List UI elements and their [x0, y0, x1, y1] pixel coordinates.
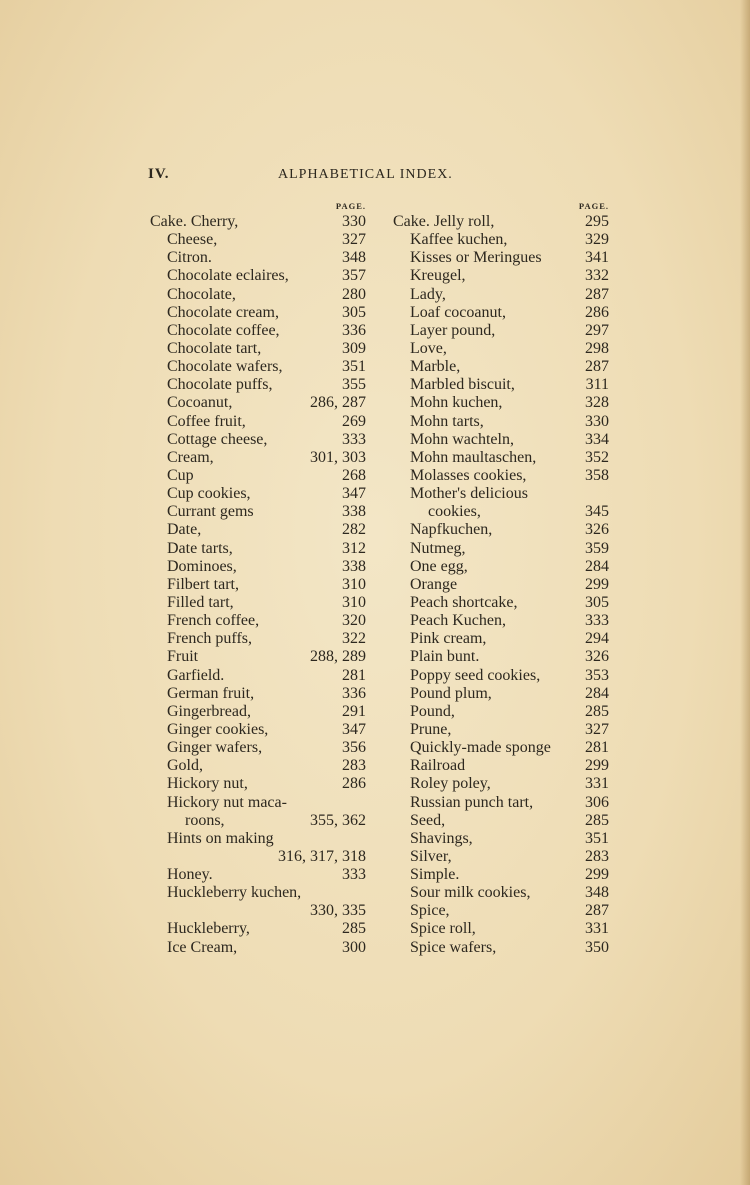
index-entry [150, 213, 366, 231]
index-entry [393, 413, 609, 431]
entry-page: 350 [585, 938, 609, 956]
entry-page: 336 [342, 321, 366, 339]
entry-page: 287 [585, 358, 609, 376]
entry-page: 291 [342, 702, 366, 720]
entry-name: Mohn wachteln, [410, 430, 514, 448]
index-entry [150, 449, 366, 467]
index-entry [393, 576, 609, 594]
entry-page: 336 [342, 684, 366, 702]
index-entry [150, 376, 366, 394]
entry-page: 269 [342, 412, 366, 430]
index-entry [150, 467, 366, 485]
entry-page: 348 [585, 884, 609, 902]
entry-name: Honey. [167, 866, 213, 884]
index-entry [393, 848, 609, 866]
entry-name: Dominoes, [167, 557, 237, 575]
entry-name: Layer pound, [410, 321, 496, 339]
entry-name: Pink cream, [410, 630, 487, 648]
entry-page: 333 [342, 866, 366, 884]
entry-name: Mohn kuchen, [410, 394, 503, 412]
page-header [148, 166, 613, 186]
index-entry [393, 830, 609, 848]
entry-name: Ginger wafers, [167, 739, 263, 757]
entry-name: Poppy seed cookies, [410, 666, 541, 684]
index-entry [150, 358, 366, 376]
entry-name: Lady, [410, 285, 446, 303]
entry-name: Currant gems [167, 503, 254, 521]
index-entry [393, 449, 609, 467]
entry-page: 327 [342, 231, 366, 249]
entry-page: 332 [585, 267, 609, 285]
entry-page: 359 [585, 539, 609, 557]
entry-page: 287 [585, 285, 609, 303]
entry-name: Orange [410, 575, 458, 593]
entry-name: Cake. Jelly roll, [393, 213, 495, 230]
page-column-label: PAGE. [578, 201, 609, 211]
entry-page: 326 [585, 648, 609, 666]
entry-name: Peach Kuchen, [410, 612, 506, 630]
entry-page: 268 [342, 466, 366, 484]
entry-name: Sour milk cookies, [410, 884, 531, 902]
entry-page: 347 [342, 720, 366, 738]
entry-name: Citron. [167, 249, 212, 267]
entry-name: Gold, [167, 757, 203, 775]
index-entry [393, 521, 609, 539]
entry-name: Chocolate cream, [167, 303, 279, 321]
entry-name: Chocolate eclaires, [167, 267, 289, 285]
index-entry [393, 939, 609, 957]
index-entry [393, 286, 609, 304]
index-entry [150, 794, 366, 812]
entry-name: Seed, [410, 811, 446, 829]
entry-name: Ice Cream, [167, 938, 238, 956]
entry-page: 352 [585, 448, 609, 466]
entry-page: 280 [342, 285, 366, 303]
entry-page: 356 [342, 739, 366, 757]
entry-name: Ginger cookies, [167, 720, 269, 738]
entry-page: 288, 289 [310, 648, 366, 666]
entry-page: 295 [585, 213, 609, 230]
entry-page: 334 [585, 430, 609, 448]
entry-page: 298 [585, 339, 609, 357]
index-entry [150, 503, 366, 521]
entry-name: Marble, [410, 358, 461, 376]
index-entry [393, 902, 609, 920]
page-edge-shadow [740, 0, 750, 1185]
entry-page: 311 [585, 376, 609, 394]
entry-name: Chocolate wafers, [167, 358, 283, 376]
entry-name: Cake. Cherry, [150, 213, 239, 230]
index-entry [150, 648, 366, 666]
index-column-right [393, 201, 609, 957]
entry-name: Date tarts, [167, 539, 233, 557]
index-entry [150, 703, 366, 721]
entry-page: 355, 362 [310, 811, 366, 829]
entry-name: Cup cookies, [167, 485, 251, 503]
index-entry [393, 920, 609, 938]
entry-name: Garfield. [167, 666, 225, 684]
index-entry [393, 685, 609, 703]
entry-page: 287 [585, 902, 609, 920]
index-entry [393, 322, 609, 340]
index-entry [150, 485, 366, 503]
entry-name: Spice, [410, 902, 450, 920]
entry-page: 330, 335 [310, 902, 366, 920]
entry-name: Cup [167, 466, 194, 484]
page-number: IV. [148, 166, 170, 182]
index-entry [393, 812, 609, 830]
entry-page: 351 [585, 829, 609, 847]
index-entry [393, 558, 609, 576]
entry-page: 310 [342, 575, 366, 593]
entry-page: 294 [585, 630, 609, 648]
entry-name: Chocolate coffee, [167, 321, 280, 339]
index-entry [150, 848, 366, 866]
entry-page: 286, 287 [310, 394, 366, 412]
entry-name: Hickory nut, [167, 775, 248, 793]
entry-name: Filbert tart, [167, 575, 239, 593]
entry-page: 300 [342, 938, 366, 956]
entry-name: Nutmeg, [410, 539, 466, 557]
index-entry [150, 739, 366, 757]
entry-page: 305 [585, 593, 609, 611]
entry-page: 283 [585, 847, 609, 865]
index-entry [393, 739, 609, 757]
index-column-left [150, 201, 366, 957]
entry-name: Peach shortcake, [410, 593, 518, 611]
entry-page: 305 [342, 303, 366, 321]
index-entry [393, 866, 609, 884]
index-entry [150, 558, 366, 576]
entry-page: 353 [585, 666, 609, 684]
index-entry [150, 304, 366, 322]
entry-name: Date, [167, 521, 202, 539]
entry-name: roons, [185, 811, 225, 829]
index-entry [150, 866, 366, 884]
index-entry [150, 884, 366, 902]
index-entry [393, 431, 609, 449]
entry-name: Love, [410, 339, 447, 357]
entry-page: 286 [585, 303, 609, 321]
index-entry [393, 213, 609, 231]
entry-name: Marbled biscuit, [410, 376, 515, 394]
entry-page: 347 [342, 485, 366, 503]
entry-page: 285 [342, 920, 366, 938]
index-entry [150, 667, 366, 685]
index-entry [393, 721, 609, 739]
index-entry [393, 648, 609, 666]
entry-name: Shavings, [410, 829, 473, 847]
index-entry [393, 612, 609, 630]
entry-name: Spice wafers, [410, 938, 497, 956]
page-title: ALPHABETICAL INDEX. [278, 167, 453, 182]
page-column-label: PAGE. [335, 201, 366, 211]
entry-page: 328 [585, 394, 609, 412]
entry-page: 281 [342, 666, 366, 684]
entry-name: Mohn maultaschen, [410, 448, 537, 466]
entry-name: Plain bunt. [410, 648, 480, 666]
entry-name: Hickory nut maca- [167, 793, 287, 811]
index-entry [393, 794, 609, 812]
index-entry [150, 249, 366, 267]
index-entry [393, 231, 609, 249]
index-entry [150, 812, 366, 830]
index-entry [150, 612, 366, 630]
entry-name: Mother's delicious [410, 485, 528, 503]
index-entry [150, 231, 366, 249]
index-entry [393, 503, 609, 521]
index-entry [393, 667, 609, 685]
entry-page: 326 [585, 521, 609, 539]
index-entry [393, 467, 609, 485]
entry-name: Molasses cookies, [410, 466, 527, 484]
index-entry [150, 431, 366, 449]
entry-page: 338 [342, 557, 366, 575]
entry-name: Coffee fruit, [167, 412, 246, 430]
entry-name: Huckleberry kuchen, [167, 884, 302, 902]
index-entry [393, 376, 609, 394]
entry-name: French coffee, [167, 612, 260, 630]
entry-name: Napfkuchen, [410, 521, 493, 539]
entry-name: Chocolate puffs, [167, 376, 273, 394]
index-entry [393, 757, 609, 775]
entry-page: 351 [342, 358, 366, 376]
index-entry [150, 576, 366, 594]
entry-page: 355 [342, 376, 366, 394]
entry-name: Chocolate, [167, 285, 236, 303]
entry-page: 299 [585, 757, 609, 775]
entry-name: Kisses or Meringues [410, 249, 542, 267]
entry-page: 327 [585, 720, 609, 738]
entry-page: 358 [585, 466, 609, 484]
index-entry [393, 594, 609, 612]
entry-page: 333 [342, 430, 366, 448]
entry-name: cookies, [428, 503, 481, 521]
index-entry [150, 685, 366, 703]
index-entry [393, 630, 609, 648]
index-entry [393, 394, 609, 412]
entry-name: Cocoanut, [167, 394, 233, 412]
entry-name: Fruit [167, 648, 199, 666]
entry-name: Cheese, [167, 231, 218, 249]
index-entry [150, 775, 366, 793]
index-entry [150, 540, 366, 558]
index-entry [150, 340, 366, 358]
entry-name: Loaf cocoanut, [410, 303, 506, 321]
entry-page: 285 [585, 702, 609, 720]
entry-page: 284 [585, 684, 609, 702]
entry-page: 331 [585, 920, 609, 938]
entry-name: Kaffee kuchen, [410, 231, 508, 249]
entry-name: Spice roll, [410, 920, 476, 938]
entry-page: 284 [585, 557, 609, 575]
entry-page: 348 [342, 249, 366, 267]
entry-page: 285 [585, 811, 609, 829]
index-entry [150, 830, 366, 848]
index-entry [150, 286, 366, 304]
entry-name: Russian punch tart, [410, 793, 534, 811]
entry-page: 331 [585, 775, 609, 793]
index-entry [393, 267, 609, 285]
index-entry [150, 630, 366, 648]
entry-page: 322 [342, 630, 366, 648]
entry-page: 357 [342, 267, 366, 285]
index-entry [150, 920, 366, 938]
entry-name: One egg, [410, 557, 468, 575]
entry-page: 306 [585, 793, 609, 811]
entry-name: Cream, [167, 448, 214, 466]
entry-page: 299 [585, 866, 609, 884]
index-entry [150, 757, 366, 775]
entry-name: Simple. [410, 866, 460, 884]
entry-name: French puffs, [167, 630, 253, 648]
entry-page: 312 [342, 539, 366, 557]
entry-name: Kreugel, [410, 267, 466, 285]
entry-name: Hints on making [167, 829, 274, 847]
entry-name: Mohn tarts, [410, 412, 484, 430]
entry-page: 338 [342, 503, 366, 521]
index-entry [393, 703, 609, 721]
entry-name: Quickly-made sponge [410, 739, 551, 757]
entry-name: Prune, [410, 720, 452, 738]
entry-name: Silver, [410, 847, 452, 865]
entry-page: 320 [342, 612, 366, 630]
index-entry [393, 304, 609, 322]
entry-page: 282 [342, 521, 366, 539]
entry-page: 316, 317, 318 [278, 847, 366, 865]
entry-page: 299 [585, 575, 609, 593]
index-entry [393, 340, 609, 358]
entry-page: 330 [585, 412, 609, 430]
entry-name: Gingerbread, [167, 702, 251, 720]
entry-page: 301, 303 [310, 448, 366, 466]
entry-name: German fruit, [167, 684, 255, 702]
entry-name: Chocolate tart, [167, 339, 262, 357]
entry-name: Pound plum, [410, 684, 492, 702]
index-entry [150, 394, 366, 412]
index-entry [150, 267, 366, 285]
entry-page: 283 [342, 757, 366, 775]
entry-page: 330 [342, 213, 366, 230]
index-entry [150, 721, 366, 739]
index-entry [393, 775, 609, 793]
entry-page: 286 [342, 775, 366, 793]
entry-name: Filled tart, [167, 593, 234, 611]
entry-name: Cottage cheese, [167, 430, 268, 448]
entry-page: 341 [585, 249, 609, 267]
index-entry [393, 249, 609, 267]
index-entry [150, 413, 366, 431]
index-entry [393, 884, 609, 902]
index-entry [150, 594, 366, 612]
index-entry [150, 521, 366, 539]
entry-name: Roley poley, [410, 775, 491, 793]
entry-page: 310 [342, 593, 366, 611]
index-entry [393, 540, 609, 558]
index-entry [150, 322, 366, 340]
index-entry [150, 902, 366, 920]
entry-name: Railroad [410, 757, 466, 775]
index-entry [393, 358, 609, 376]
entry-page: 297 [585, 321, 609, 339]
entry-page: 309 [342, 339, 366, 357]
entry-name: Pound, [410, 702, 455, 720]
entry-page: 345 [585, 503, 609, 521]
entry-page: 329 [585, 231, 609, 249]
index-entry [393, 485, 609, 503]
entry-page: 333 [585, 612, 609, 630]
index-entry [150, 939, 366, 957]
entry-page: 281 [585, 739, 609, 757]
entry-name: Huckleberry, [167, 920, 250, 938]
